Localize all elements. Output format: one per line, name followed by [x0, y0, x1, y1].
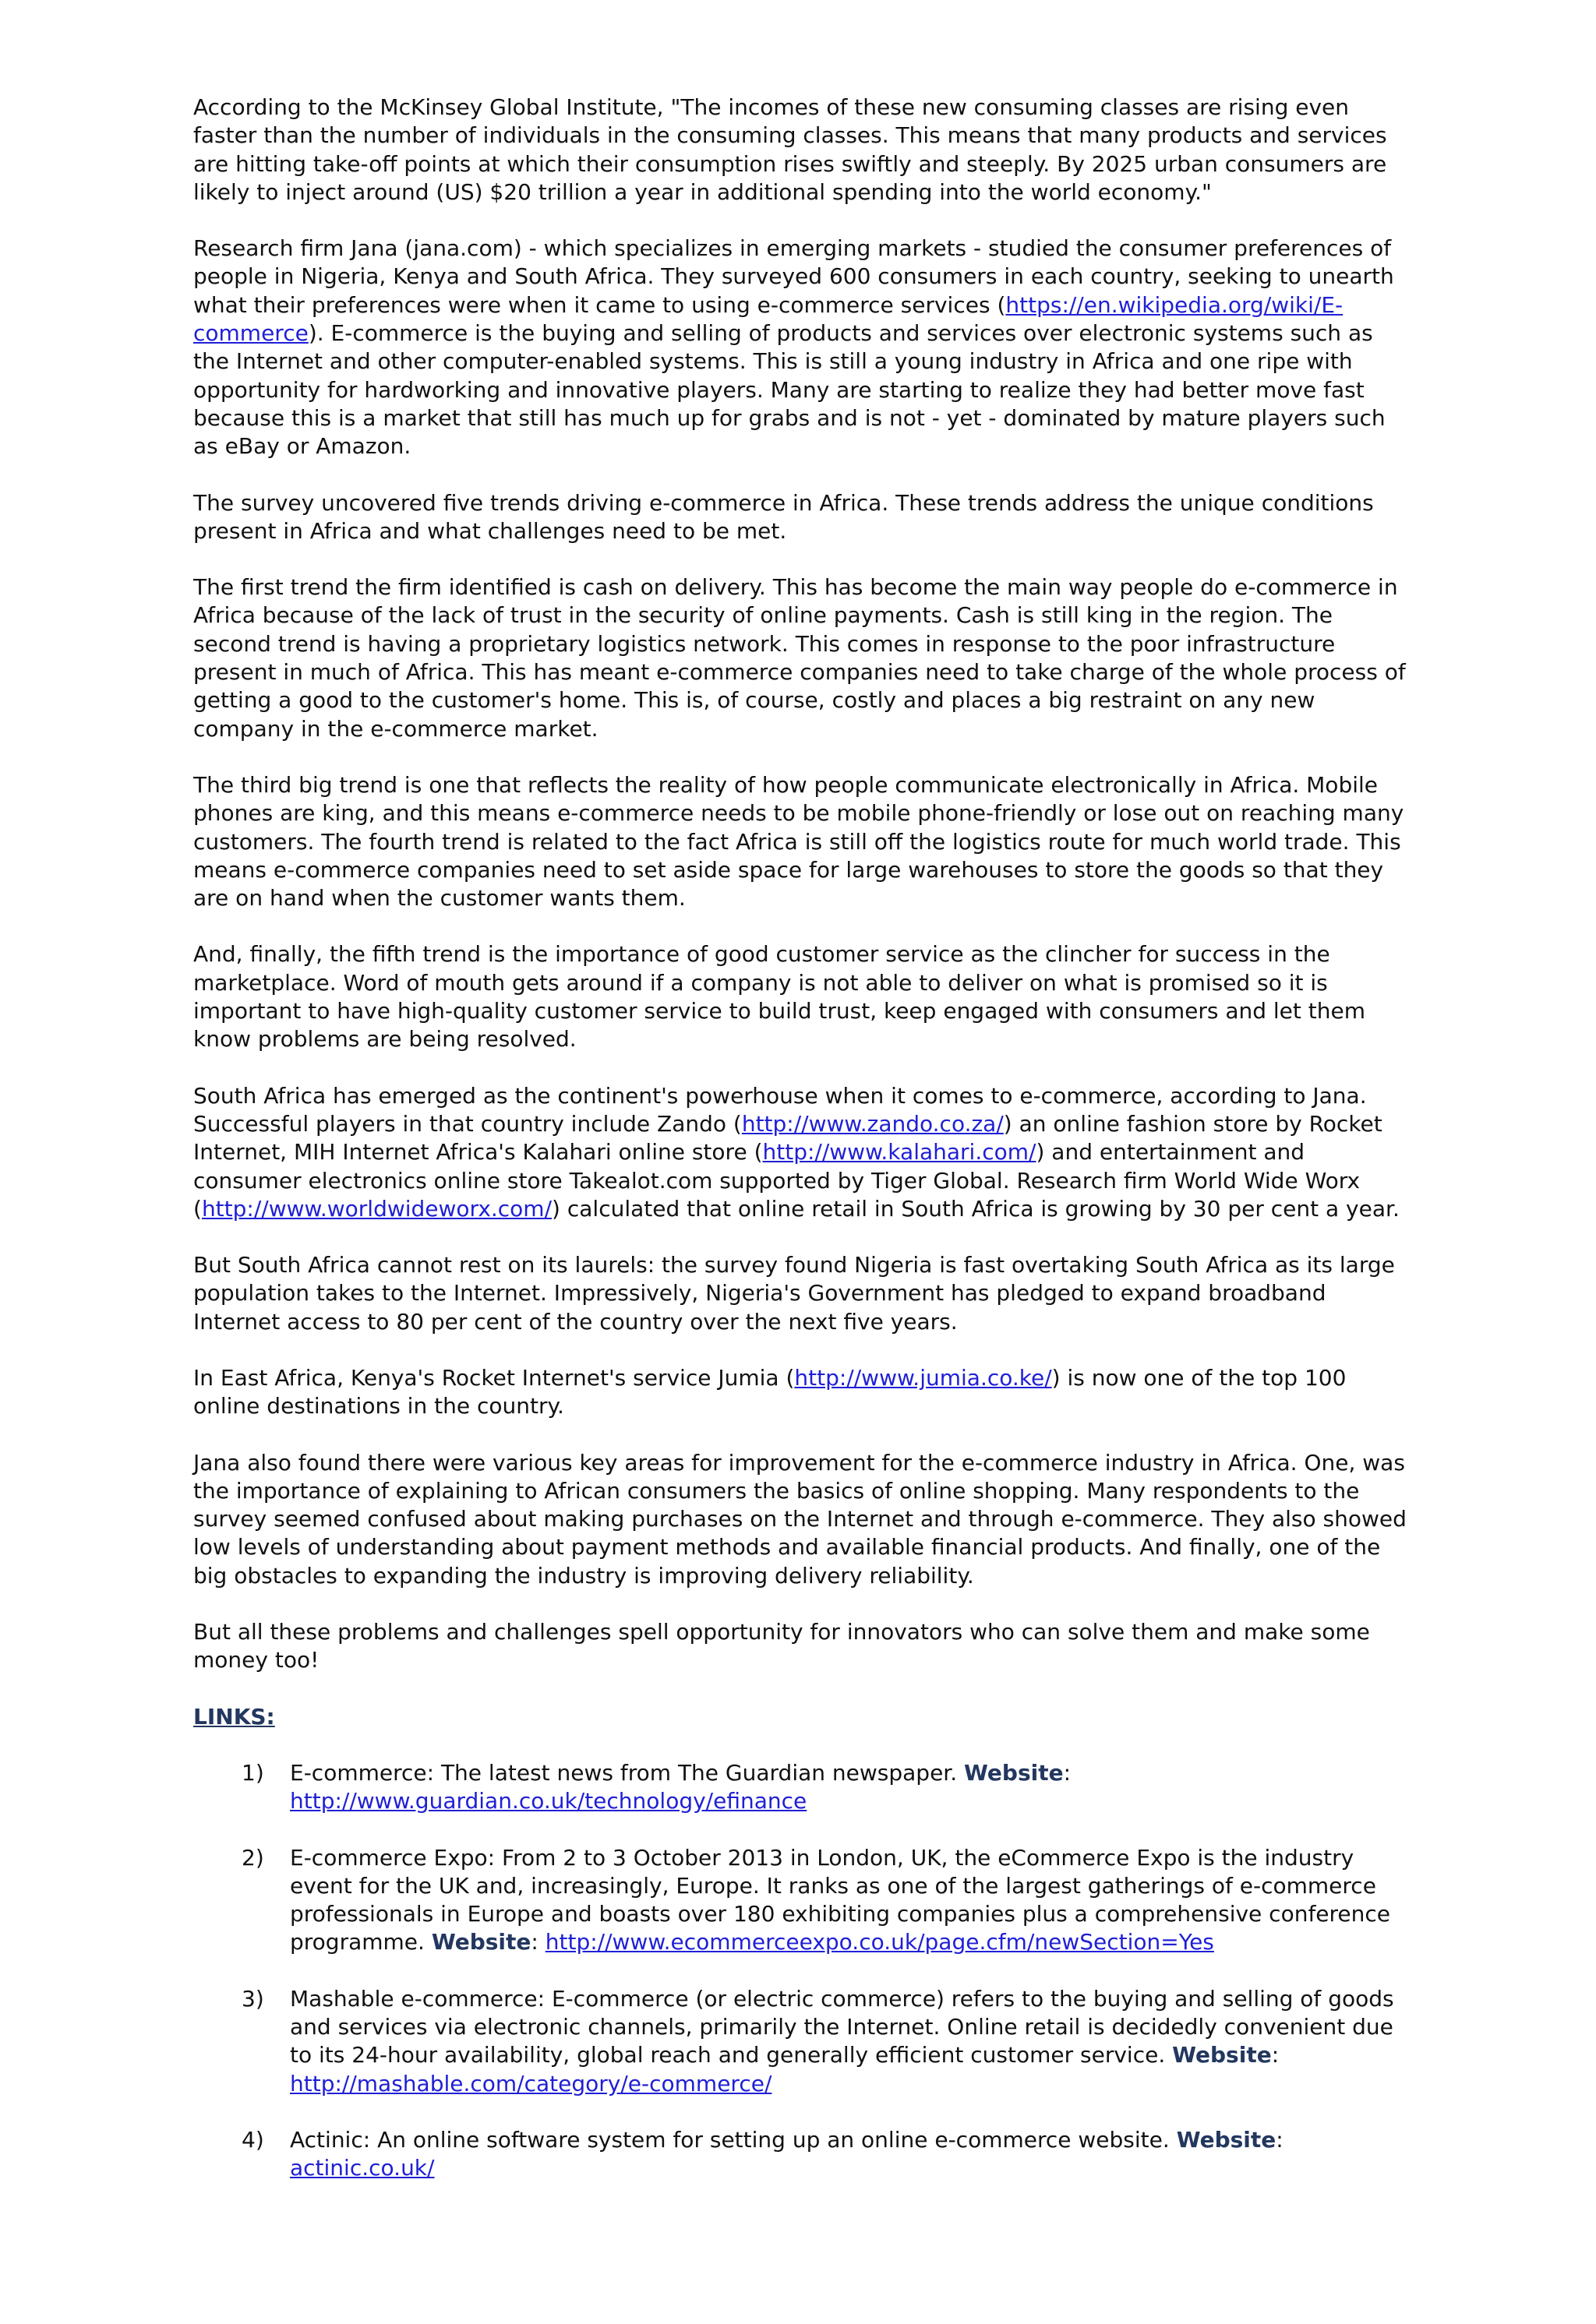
paragraph	[193, 235, 1409, 460]
list-item-description: E-commerce: The latest news from The Guardian newspaper.	[290, 1759, 965, 1786]
list-item-description: Actinic: An online software system for setting up an online e-commerce website.	[290, 2126, 1177, 2153]
paragraph	[193, 1618, 1409, 1675]
paragraph	[193, 771, 1409, 912]
paragraph	[193, 1082, 1409, 1223]
paragraph	[193, 489, 1409, 546]
paragraph-text: Research firm Jana (jana.com) - which specializes in emerging markets - studied the consumer preferences of people in Nigeria, Kenya and South Africa. They surveyed 600 consumers in each country, seeking to unearth what their preferences were when it came to using e-commerce services (	[193, 235, 1394, 318]
paragraph-text: ) and entertainment and consumer electronics online store Takealot.com supported by Tiger Global. Research firm World Wide Worx (	[193, 1139, 1361, 1222]
paragraph	[193, 1364, 1409, 1421]
paragraph	[193, 1449, 1409, 1590]
paragraph-text: The survey uncovered five trends driving e-commerce in Africa. These trends address the unique conditions present in Africa and what challenges need to be met.	[193, 489, 1374, 544]
paragraph-text: The third big trend is one that reflects the reality of how people communicate electronically in Africa. Mobile phones are king, and this means e-commerce needs to be mobile phone-friendly or lose out on reaching many customers. The fourth trend is related to the fact Africa is still off the logistics route for much world trade. This means e-commerce companies need to set aside space for large warehouses to store the goods so that they are on hand when the customer wants them.	[193, 771, 1404, 912]
list-item-description: Mashable e-commerce: E-commerce (or electric commerce) refers to the buying and selling of goods and services via electronic channels, primarily the Internet. Online retail is decidedly convenient due to its 24-hour availability, global reach and generally efficient customer service.	[290, 1985, 1394, 2068]
paragraph	[193, 573, 1409, 743]
paragraph-text: ) an online fashion store by Rocket Internet, MIH Internet Africa's Kalahari online store (	[193, 1110, 1382, 1166]
list-item-number: 1)	[242, 1759, 264, 1786]
list-item: 2) E-commerce Expo: From 2 to 3 October 2013 in London, UK, the eCommerce Expo is the industry event for the UK and, increasingly, Europe. It ranks as one of the largest gatherings of e-commerce professionals in Europe and boasts over 180 exhibiting companies plus a comprehensive conference programme. Website: http://www.ecommerceexpo.co.uk/page.cfm/newSection=Yes	[242, 1844, 1391, 1955]
paragraph-text: And, finally, the fifth trend is the importance of good customer service as the clincher for success in the marketplace. Word of mouth gets around if a company is not able to deliver on what is promised so it is important to have high-quality customer service to build trust, keep engaged with consumers and let them know problems are being resolved.	[193, 941, 1366, 1053]
article-body	[193, 93, 1409, 1675]
list-item: 1) E-commerce: The latest news from The Guardian newspaper. Website: http://www.guardian.co.uk/technology/efinance	[242, 1759, 1072, 1814]
paragraph-text: ). E-commerce is the buying and selling of products and services over electronic systems such as the Internet and other computer-enabled systems. This is still a young industry in Africa and one ripe with opportunity for hardworking and innovative players. Many are starting to realize they had better move fast because this is a market that still has much up for grabs and is not - yet - dominated by mature players such as eBay or Amazon.	[193, 320, 1386, 460]
website-link[interactable]: http://www.guardian.co.uk/technology/efinance	[290, 1788, 807, 1814]
list-item-description: E-commerce Expo: From 2 to 3 October 2013 in London, UK, the eCommerce Expo is the industry event for the UK and, increasingly, Europe. It ranks as one of the largest gatherings of e-commerce professionals in Europe and boasts over 180 exhibiting companies plus a comprehensive conference programme.	[290, 1844, 1391, 1955]
list-item-number: 2)	[242, 1844, 264, 1871]
paragraph-text: ) calculated that online retail in South Africa is growing by 30 per cent a year.	[552, 1195, 1400, 1222]
website-label: Website	[1176, 2126, 1276, 2153]
paragraph-text: The first trend the firm identified is cash on delivery. This has become the main way people do e-commerce in Africa because of the lack of trust in the security of online payments. Cash is still king in the region. The second trend is having a proprietary logistics network. This comes in response to the poor infrastructure present in much of Africa. This has meant e-commerce companies need to take charge of the whole process of getting a good to the customer's home. This is, of course, costly and places a big restraint on any new company in the e-commerce market.	[193, 574, 1406, 742]
paragraph	[193, 1251, 1409, 1336]
paragraph	[193, 940, 1409, 1053]
paragraph	[193, 93, 1409, 206]
inline-link[interactable]: http://www.zando.co.za/	[741, 1110, 1004, 1137]
links-heading: LINKS:	[193, 1703, 275, 1730]
paragraph-text: South Africa has emerged as the continent's powerhouse when it comes to e-commerce, according to Jana. Successful players in that country include Zando (	[193, 1082, 1367, 1137]
list-item-number: 3)	[242, 1985, 264, 2012]
paragraph-text: Jana also found there were various key areas for improvement for the e-commerce industry in Africa. One, was the importance of explaining to African consumers the basics of online shopping. Many respondents to the survey seemed confused about making purchases on the Internet and through e-commerce. They also showed low levels of understanding about payment methods and available financial products. And finally, one of the big obstacles to expanding the industry is improving delivery reliability.	[193, 1449, 1407, 1589]
list-item-number: 4)	[242, 2126, 264, 2153]
website-link[interactable]: http://mashable.com/category/e-commerce/	[290, 2070, 772, 2097]
list-item: 3) Mashable e-commerce: E-commerce (or electric commerce) refers to the buying and selling of goods and services via electronic channels, primarily the Internet. Online retail is decidedly convenient due to its 24-hour availability, global reach and generally efficient customer service. Website: http://mashable.com/category/e-commerce/	[242, 1985, 1394, 2097]
inline-link[interactable]: http://www.kalahari.com/	[762, 1139, 1036, 1166]
paragraph-text: But all these problems and challenges spell opportunity for innovators who can solve them and make some money too!	[193, 1619, 1370, 1673]
paragraph-text: But South Africa cannot rest on its laurels: the survey found Nigeria is fast overtaking South Africa as its large population takes to the Internet. Impressively, Nigeria's Government has pledged to expand broadband Internet access to 80 per cent of the country over the next five years.	[193, 1252, 1395, 1335]
inline-link[interactable]: https://en.wikipedia.org/wiki/E-commerce	[193, 291, 1344, 347]
website-link[interactable]: actinic.co.uk/	[290, 2155, 435, 2181]
website-label: Website	[1172, 2042, 1272, 2068]
paragraph-text: ) is now one of the top 100 online destinations in the country.	[193, 1364, 1347, 1419]
website-link[interactable]: http://www.ecommerceexpo.co.uk/page.cfm/newSection=Yes	[545, 1929, 1214, 1955]
links-list	[193, 1759, 1409, 2183]
paragraph-text: In East Africa, Kenya's Rocket Internet's service Jumia (	[193, 1364, 795, 1391]
website-label: Website	[431, 1929, 531, 1955]
list-item: 4) Actinic: An online software system for setting up an online e-commerce website. Website: actinic.co.uk/	[242, 2126, 1284, 2181]
document-page	[193, 93, 1409, 2211]
paragraph-text: According to the McKinsey Global Institute, "The incomes of these new consuming classes are rising even faster than the number of individuals in the consuming classes. This means that many products and services are hitting take-off points at which their consumption rises swiftly and steeply. By 2025 urban consumers are likely to inject around (US) $20 trillion a year in additional spending into the world economy."	[193, 94, 1387, 205]
inline-link[interactable]: http://www.worldwideworx.com/	[201, 1195, 553, 1222]
website-label: Website	[964, 1759, 1064, 1786]
inline-link[interactable]: http://www.jumia.co.ke/	[794, 1364, 1052, 1391]
